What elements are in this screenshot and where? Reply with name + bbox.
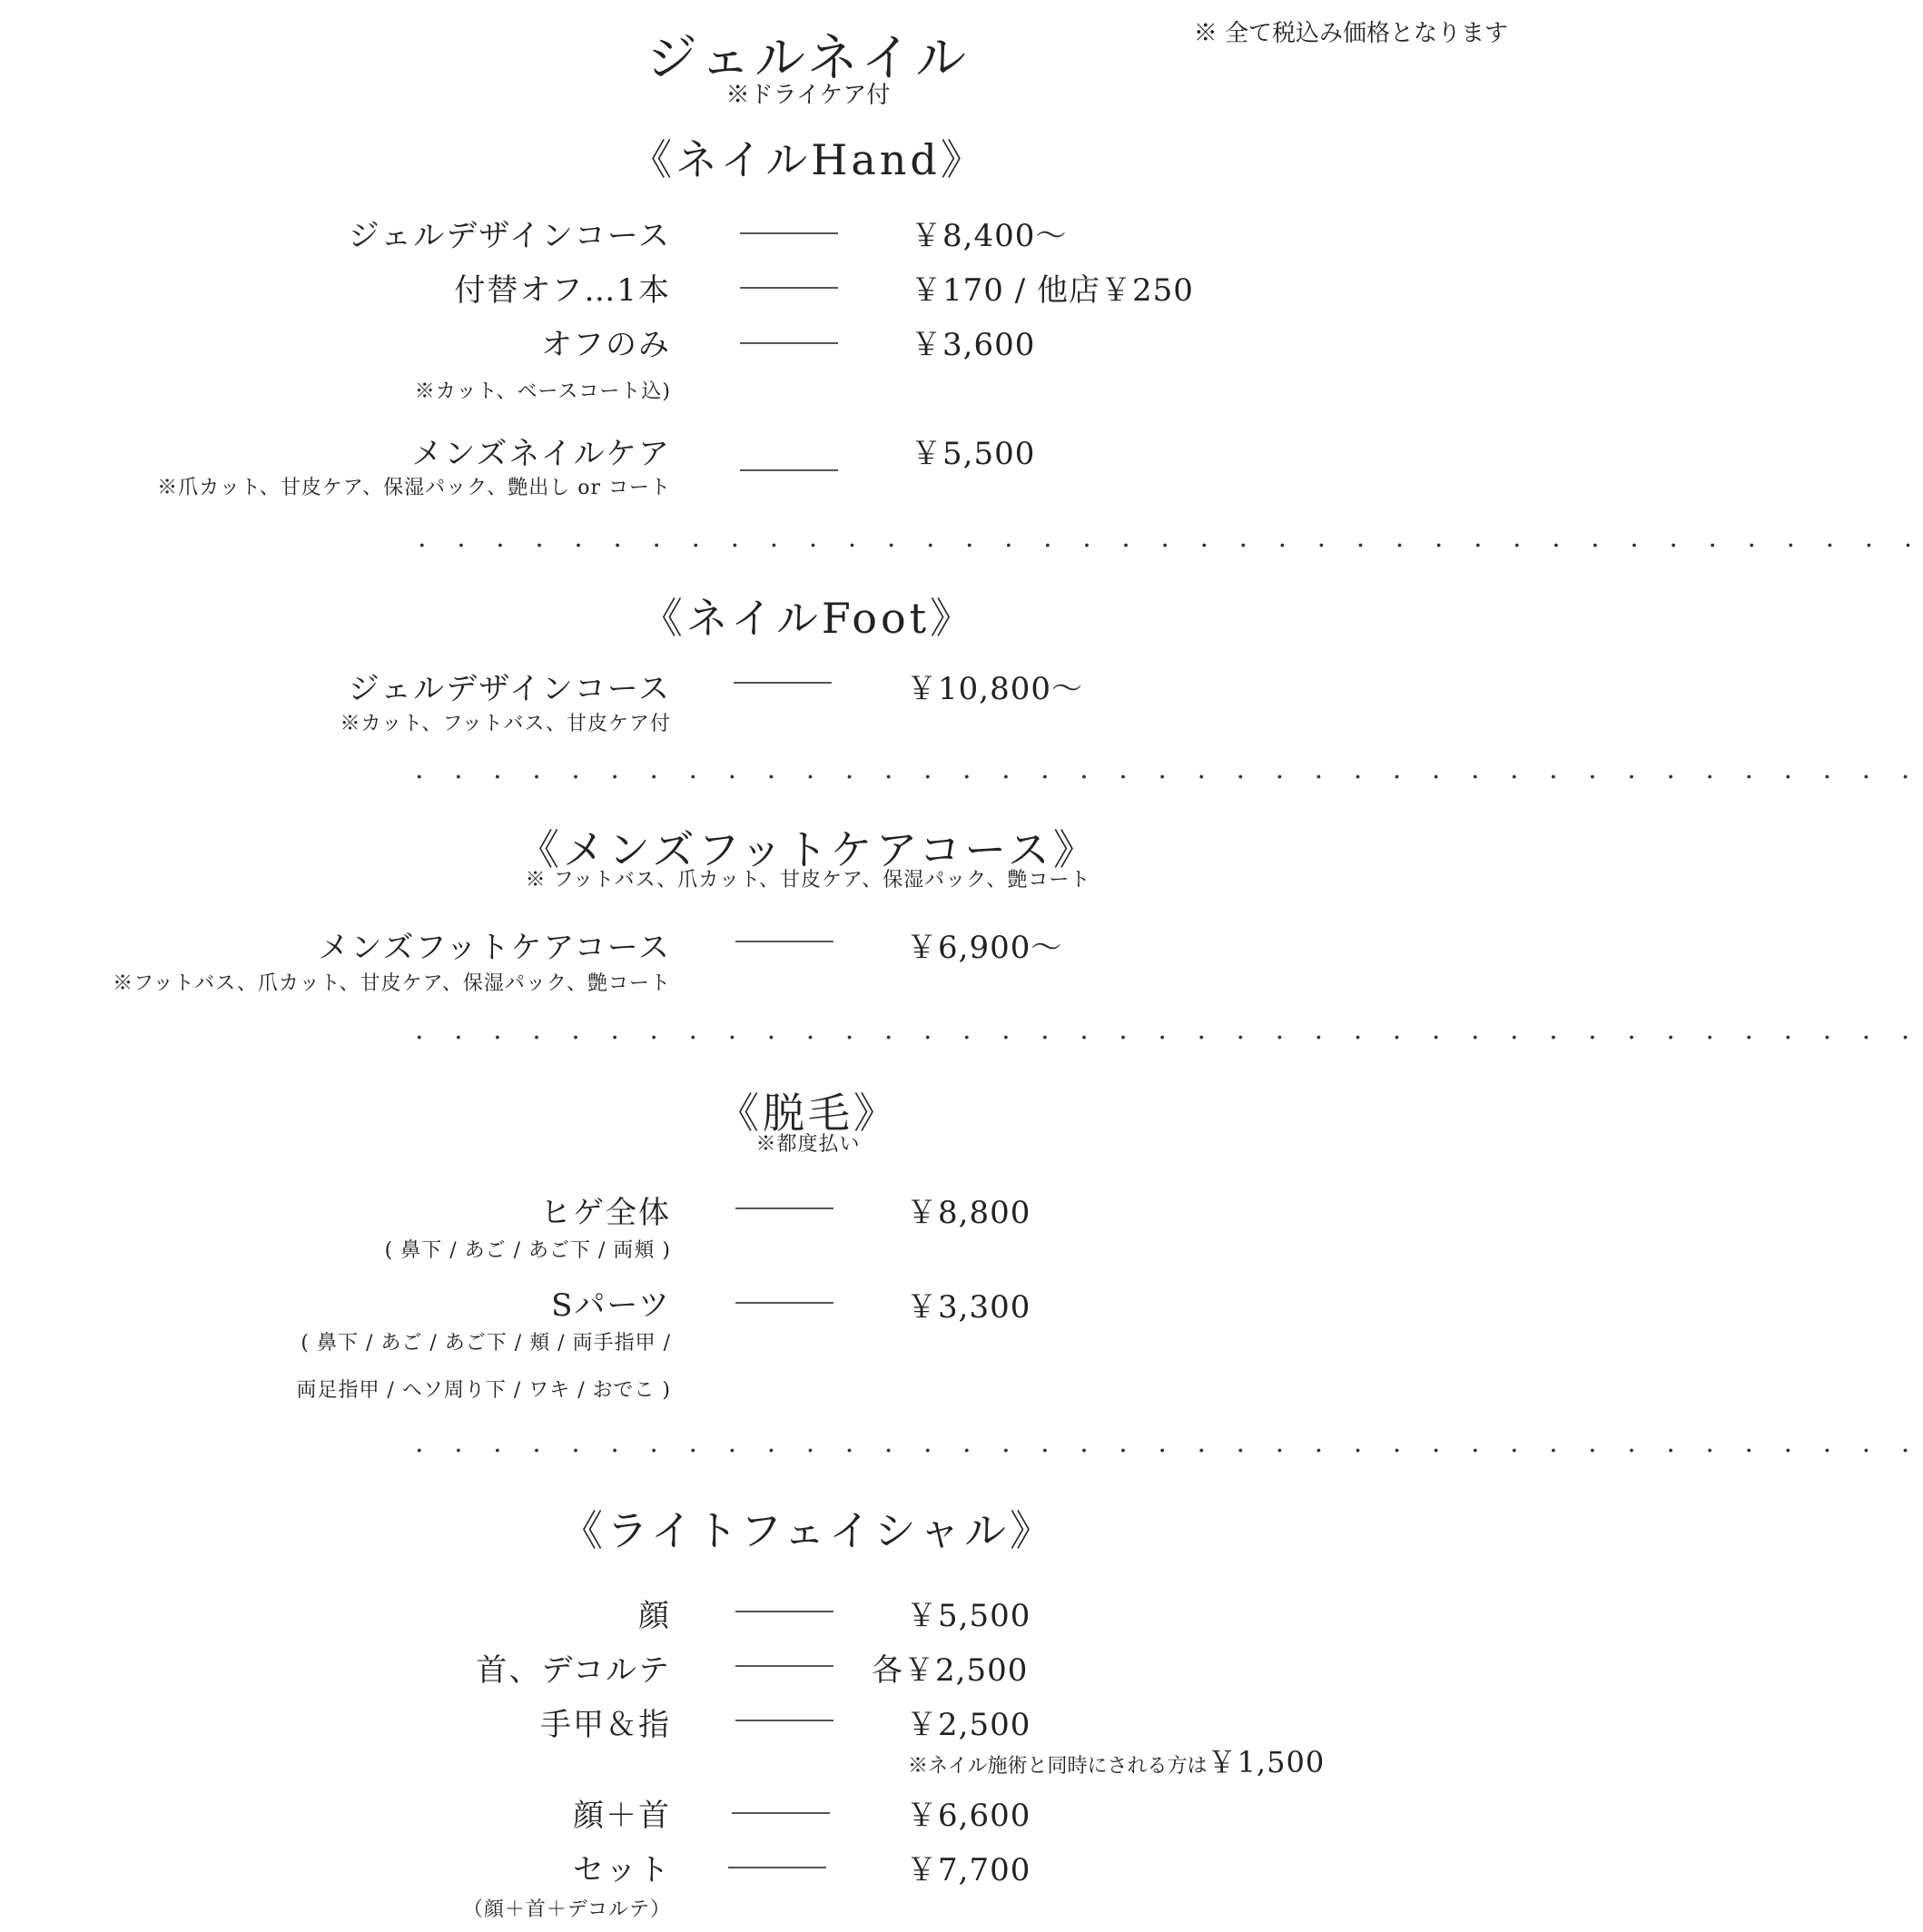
item-name: ジェルデザインコース bbox=[348, 671, 671, 707]
item-note: ※フットバス、爪カット、甘皮ケア、保湿パック、艶コート bbox=[113, 972, 671, 995]
item-price: ￥6,900〜 bbox=[906, 930, 1063, 966]
divider: . . . . . . . . . . . . . . . . . . . . . . . . . . . . . . . . . . . . . . . bbox=[415, 1014, 1921, 1046]
leader-line bbox=[735, 1611, 833, 1612]
item-price: ￥6,600 bbox=[906, 1798, 1031, 1834]
item-name: 顔＋首 bbox=[573, 1798, 671, 1834]
item-note: ※カット、フットバス、甘皮ケア付 bbox=[340, 713, 671, 735]
item-price: ￥8,800 bbox=[906, 1195, 1031, 1231]
item-price: ￥5,500 bbox=[911, 436, 1036, 472]
price-note-text: ※ネイル施術と同時にされる方は bbox=[908, 1755, 1208, 1778]
item-name: 顔 bbox=[638, 1598, 671, 1634]
item-price: ￥3,600 bbox=[911, 327, 1036, 363]
leader-line bbox=[740, 232, 838, 234]
leader-line bbox=[735, 1208, 833, 1209]
section-title-foot: 《ネイルFoot》 bbox=[640, 594, 976, 643]
item-note: ※カット、ベースコート込) bbox=[414, 380, 671, 403]
item-price: ￥10,800〜 bbox=[906, 671, 1083, 707]
section-title-hand: 《ネイルHand》 bbox=[630, 135, 986, 184]
page-subtitle: ※ドライケア付 bbox=[725, 82, 891, 109]
item-name: メンズフットケアコース bbox=[318, 930, 671, 966]
section-title-mens-foot: 《メンズフットケアコース》 bbox=[518, 825, 1099, 874]
price-note bbox=[908, 1740, 1325, 1781]
divider: . . . . . . . . . . . . . . . . . . . . . . . . . . . . . . . . . . . . . . . bbox=[418, 522, 1923, 554]
item-name: 手甲＆指 bbox=[540, 1707, 671, 1743]
item-name: メンズネイルケア bbox=[411, 436, 671, 472]
section-title-hair-removal: 《脱毛》 bbox=[717, 1089, 899, 1138]
item-price: ￥7,700 bbox=[906, 1852, 1031, 1888]
tax-note: ※ 全て税込み価格となります bbox=[1193, 20, 1508, 47]
item-name: オフのみ bbox=[541, 327, 671, 363]
item-name: セット bbox=[573, 1852, 671, 1888]
leader-line bbox=[735, 1302, 833, 1304]
item-name: Sパーツ bbox=[551, 1287, 671, 1324]
item-note: ( 鼻下 / あご / あご下 / 頬 / 両手指甲 / bbox=[301, 1332, 671, 1355]
item-price: ￥8,400〜 bbox=[911, 218, 1068, 254]
leader-line bbox=[740, 342, 838, 344]
section-note: ※都度払い bbox=[755, 1133, 861, 1156]
item-price: ￥2,500 bbox=[906, 1707, 1031, 1743]
item-price: ￥3,300 bbox=[906, 1289, 1031, 1326]
section-title-facial: 《ライトフェイシャル》 bbox=[560, 1506, 1056, 1555]
item-note-cont: 両足指甲 / ヘソ周り下 / ワキ / おでこ ) bbox=[296, 1379, 671, 1402]
leader-line bbox=[740, 469, 838, 471]
divider: . . . . . . . . . . . . . . . . . . . . . . . . . . . . . . . . . . . . . . . bbox=[415, 1427, 1921, 1459]
item-note: ※爪カット、甘皮ケア、保湿パック、艶出し or コート bbox=[157, 477, 671, 499]
leader-line bbox=[735, 1665, 833, 1667]
page-title: ジェルネイル bbox=[646, 29, 971, 88]
section-note: ※ フットバス、爪カット、甘皮ケア、保湿パック、艶コート bbox=[525, 869, 1091, 892]
divider: . . . . . . . . . . . . . . . . . . . . . . . . . . . . . . . . . . . . . . . bbox=[415, 754, 1921, 785]
item-note: （顔＋首＋デコルテ） bbox=[462, 1898, 671, 1921]
price-note-value: ￥1,500 bbox=[1207, 1745, 1326, 1779]
item-name: ジェルデザインコース bbox=[348, 218, 671, 254]
item-price: ￥170 / 他店￥250 bbox=[911, 272, 1194, 309]
item-price: 各￥2,500 bbox=[872, 1652, 1029, 1689]
item-name: 首、デコルテ bbox=[476, 1652, 671, 1689]
leader-line bbox=[732, 1812, 830, 1814]
item-name: ヒゲ全体 bbox=[540, 1195, 671, 1231]
item-note: ( 鼻下 / あご / あご下 / 両頬 ) bbox=[384, 1239, 671, 1262]
leader-line bbox=[734, 682, 832, 684]
item-price: ￥5,500 bbox=[906, 1598, 1031, 1634]
leader-line bbox=[735, 1720, 833, 1721]
item-name: 付替オフ…1本 bbox=[454, 272, 671, 309]
leader-line bbox=[728, 1867, 826, 1868]
leader-line bbox=[735, 941, 833, 942]
leader-line bbox=[740, 287, 838, 289]
